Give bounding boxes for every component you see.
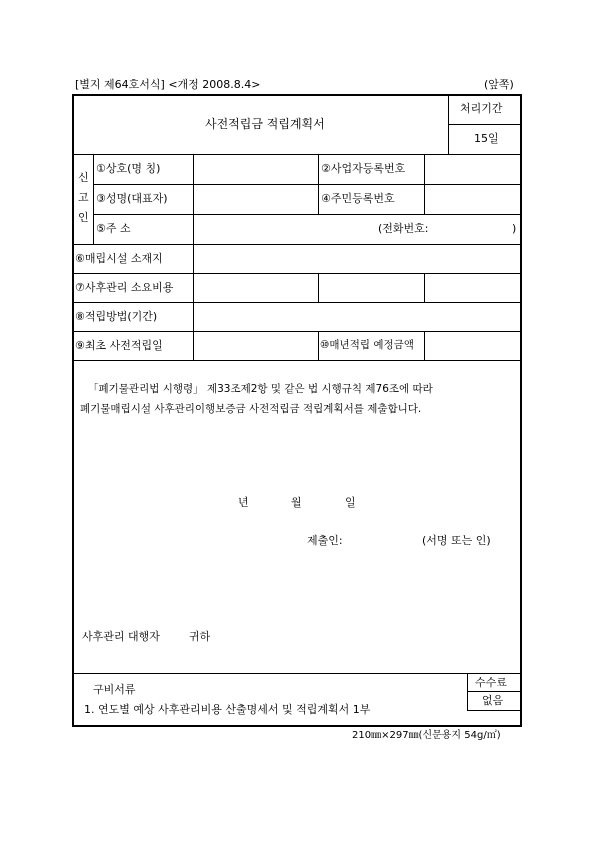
submitter-label: 제출인:: [307, 534, 343, 547]
phone-label: (전화번호:: [378, 222, 429, 235]
date-day: 일: [345, 496, 356, 509]
phone-close: ): [512, 222, 517, 235]
recipient-honorific: 귀하: [189, 630, 211, 643]
resident-reg-number-field[interactable]: [426, 186, 518, 212]
page-side-label: (앞쪽): [484, 78, 514, 91]
site-location-label: ⑥매립시설 소재지: [75, 252, 163, 265]
reserve-method-label: ⑧적립방법(기간): [75, 310, 158, 323]
date-year: 년: [238, 496, 249, 509]
recipient-name: 사후관리 대행자: [82, 630, 160, 643]
declarant-label-2: 고: [78, 191, 89, 204]
date-month: 월: [291, 496, 302, 509]
attachments-title: 구비서류: [93, 683, 136, 696]
declarant-label-1: 신: [78, 171, 89, 184]
fee-value: 없음: [482, 694, 504, 707]
business-name-label: ①상호(명 칭): [96, 162, 161, 175]
aftercare-cost-label: ⑦사후관리 소요비용: [75, 281, 174, 294]
statement-line-1: 「폐기물관리법 시행령」 제33조제2항 및 같은 법 시행규칙 제76조에 따라: [88, 383, 433, 395]
processing-period-value: 15일: [474, 132, 499, 145]
form-number: [별지 제64호서식] <개정 2008.8.4>: [75, 78, 261, 91]
representative-name-field[interactable]: [195, 186, 316, 212]
annual-reserve-amount-label: ⑩매년적립 예정금액: [320, 339, 414, 351]
first-reserve-date-label: ⑨최초 사전적립일: [75, 339, 163, 352]
business-reg-number-field[interactable]: [426, 156, 518, 182]
attachment-item-1: 1. 연도별 예상 사후관리비용 산출명세서 및 적립계획서 1부: [84, 703, 371, 716]
business-name-field[interactable]: [195, 156, 316, 182]
statement-line-2: 폐기물매립시설 사후관리이행보증금 사전적립금 적립계획서를 제출합니다.: [80, 403, 422, 415]
form-title: 사전적립금 적립계획서: [205, 117, 325, 131]
business-reg-number-label: ②사업자등록번호: [321, 162, 406, 175]
address-label: ⑤주 소: [96, 222, 131, 235]
resident-reg-number-label: ④주민등록번호: [321, 192, 395, 205]
processing-period-label: 처리기간: [460, 102, 503, 115]
fee-label: 수수료: [475, 676, 507, 689]
signature-label: (서명 또는 인): [422, 534, 491, 547]
declarant-label-3: 인: [78, 211, 89, 224]
paper-spec: 210㎜×297㎜(신문용지 54g/㎡): [352, 730, 501, 741]
representative-name-label: ③성명(대표자): [96, 192, 168, 205]
